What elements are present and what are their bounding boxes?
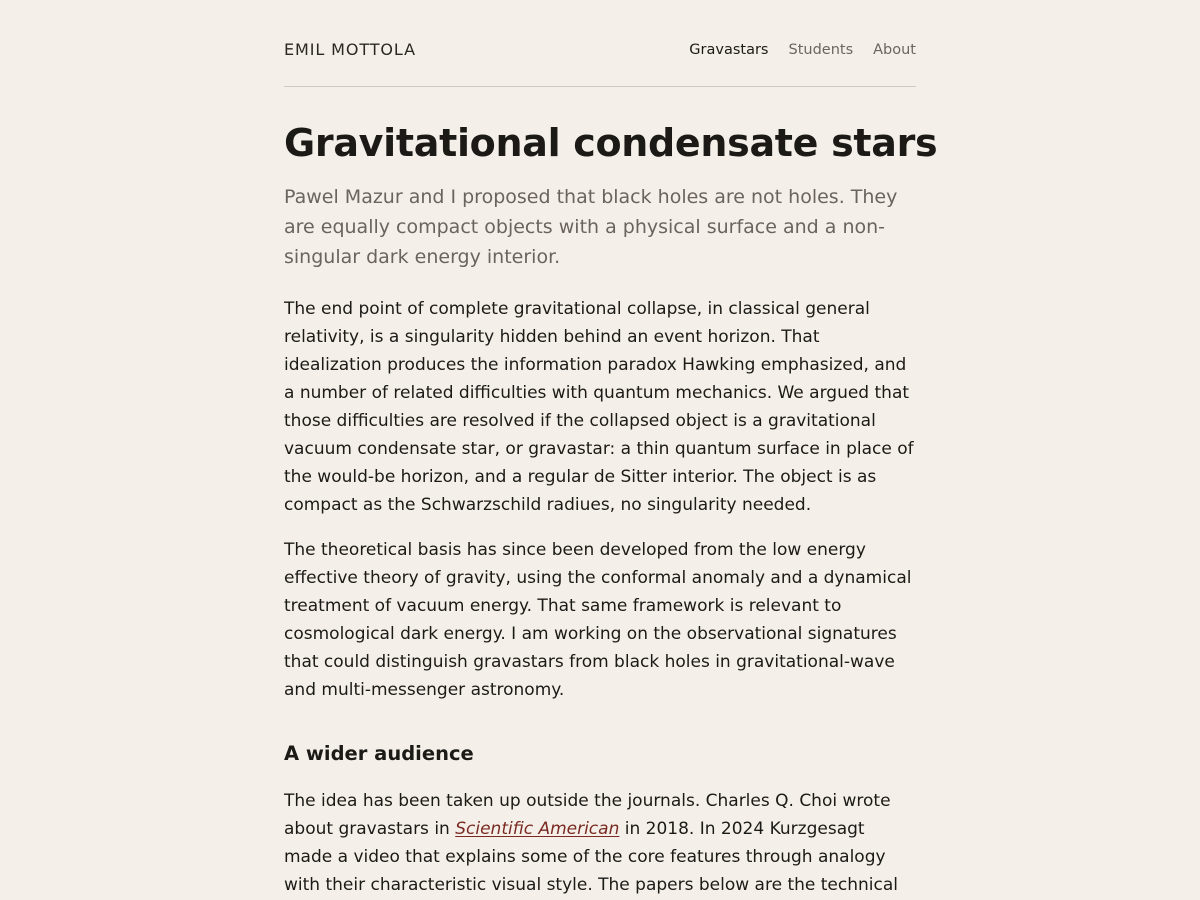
paragraph-3-text-before: The idea has been taken up outside the journals. Charles Q. Choi wrote about gravastars in: [284, 791, 891, 839]
body-paragraph-3: [284, 787, 916, 899]
lede-paragraph: Pawel Mazur and I proposed that black holes are not holes. They are equally compact objects with a physical surface and a non-singular dark energy interior.: [284, 186, 898, 268]
nav-link-about[interactable]: About: [873, 42, 916, 58]
site-header: [284, 0, 916, 87]
body-paragraph-2: The theoretical basis has since been developed from the low energy effective theory of gravity, using the conformal anomaly and a dynamical treatment of vacuum energy. That same framework is relevant to cosmological dark energy. I am working on the observational signatures that could distinguish gravastars from black holes in gravitational-wave and multi-messenger astronomy.: [284, 540, 912, 700]
paragraph-3-text-after: in 2018. In 2024 Kurzgesagt made a video that explains some of the core features through analogy with their characteristic visual style. The papers below are the technical: [284, 819, 898, 895]
page-container: [284, 0, 938, 895]
scientific-american-link[interactable]: Scientific American: [455, 819, 620, 839]
main-nav: [689, 41, 916, 59]
site-name-link[interactable]: EMIL MOTTOLA: [284, 40, 416, 59]
page-title: Gravitational condensate stars: [284, 121, 938, 165]
nav-link-students[interactable]: Students: [788, 42, 854, 58]
section-heading: A wider audience: [284, 742, 474, 765]
body-paragraph-1: The end point of complete gravitational collapse, in classical general relativity, is a singularity hidden behind an event horizon. That idealization produces the information paradox Hawking emphasized, and a number of related difficulties with quantum mechanics. We argued that those difficulties are resolved if the collapsed object is a gravitational vacuum condensate star, or gravastar: a thin quantum surface in place of the would-be horizon, and a regular de Sitter interior. The object is as compact as the Schwarzschild radiues, no singularity needed.: [284, 299, 914, 515]
nav-link-gravastars[interactable]: Gravastars: [689, 42, 769, 58]
